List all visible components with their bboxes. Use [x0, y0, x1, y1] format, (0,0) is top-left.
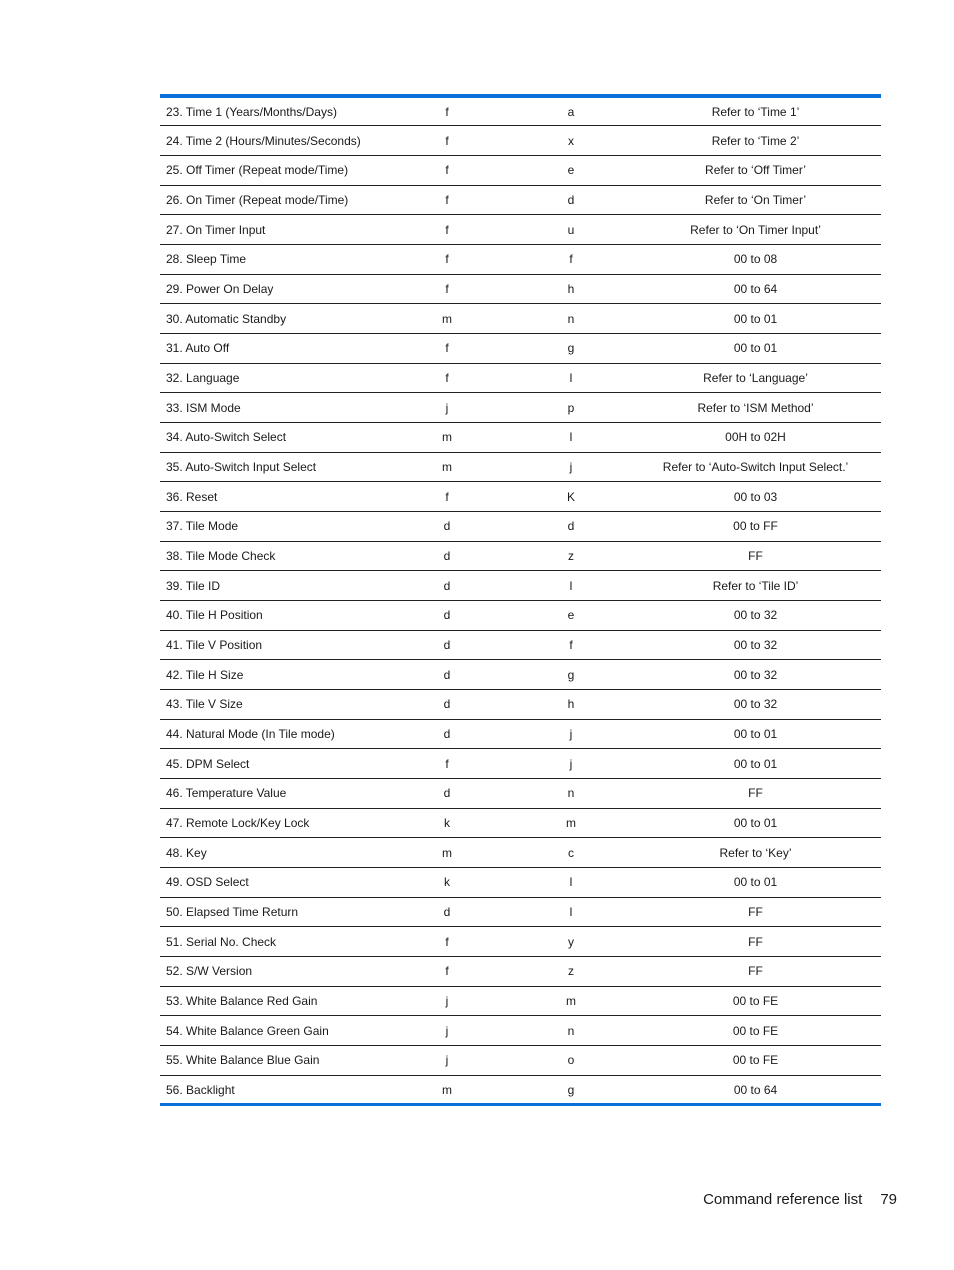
- row-command-1: m: [382, 304, 512, 334]
- row-command-2: f: [512, 244, 630, 274]
- row-item-label: 53. White Balance Red Gain: [160, 986, 382, 1016]
- table-row: [160, 541, 881, 571]
- row-value-range: 00 to FF: [630, 511, 881, 541]
- table-row: [160, 838, 881, 868]
- row-value-range: FF: [630, 778, 881, 808]
- row-value-range: 00H to 02H: [630, 422, 881, 452]
- row-value-range: 00 to 01: [630, 304, 881, 334]
- row-item-label: 31. Auto Off: [160, 333, 382, 363]
- row-command-2: j: [512, 749, 630, 779]
- table-row: [160, 719, 881, 749]
- table-row: [160, 482, 881, 512]
- row-item-label: 28. Sleep Time: [160, 244, 382, 274]
- table-row: [160, 600, 881, 630]
- row-command-1: d: [382, 511, 512, 541]
- row-command-2: n: [512, 1016, 630, 1046]
- table-row: [160, 452, 881, 482]
- row-command-1: j: [382, 1046, 512, 1076]
- row-item-label: 42. Tile H Size: [160, 660, 382, 690]
- table-row: [160, 749, 881, 779]
- row-command-2: h: [512, 689, 630, 719]
- row-command-2: o: [512, 1046, 630, 1076]
- footer-section-title: Command reference list: [703, 1191, 863, 1208]
- table-row: [160, 126, 881, 156]
- row-value-range: 00 to FE: [630, 1046, 881, 1076]
- row-command-2: l: [512, 422, 630, 452]
- row-item-label: 40. Tile H Position: [160, 600, 382, 630]
- table-row: [160, 571, 881, 601]
- row-command-2: h: [512, 274, 630, 304]
- page-footer: [703, 1191, 897, 1208]
- row-value-range: 00 to FE: [630, 986, 881, 1016]
- row-command-2: j: [512, 452, 630, 482]
- row-command-2: d: [512, 185, 630, 215]
- row-item-label: 46. Temperature Value: [160, 778, 382, 808]
- row-item-label: 47. Remote Lock/Key Lock: [160, 808, 382, 838]
- row-item-label: 30. Automatic Standby: [160, 304, 382, 334]
- row-value-range: Refer to ‘Key’: [630, 838, 881, 868]
- row-command-1: f: [382, 482, 512, 512]
- row-command-1: f: [382, 185, 512, 215]
- row-item-label: 25. Off Timer (Repeat mode/Time): [160, 155, 382, 185]
- table-row: [160, 867, 881, 897]
- table-row: [160, 986, 881, 1016]
- row-item-label: 51. Serial No. Check: [160, 927, 382, 957]
- row-item-label: 34. Auto-Switch Select: [160, 422, 382, 452]
- row-item-label: 39. Tile ID: [160, 571, 382, 601]
- table-row: [160, 1046, 881, 1076]
- row-item-label: 24. Time 2 (Hours/Minutes/Seconds): [160, 126, 382, 156]
- row-command-2: p: [512, 393, 630, 423]
- table-row: [160, 304, 881, 334]
- row-command-1: j: [382, 986, 512, 1016]
- row-item-label: 32. Language: [160, 363, 382, 393]
- row-command-1: f: [382, 363, 512, 393]
- row-command-1: d: [382, 719, 512, 749]
- row-value-range: 00 to 64: [630, 274, 881, 304]
- row-value-range: Refer to ‘Tile ID’: [630, 571, 881, 601]
- row-command-1: f: [382, 333, 512, 363]
- row-command-1: f: [382, 155, 512, 185]
- row-item-label: 26. On Timer (Repeat mode/Time): [160, 185, 382, 215]
- row-command-1: d: [382, 600, 512, 630]
- page-number: 79: [880, 1191, 897, 1208]
- row-value-range: 00 to 32: [630, 630, 881, 660]
- row-value-range: 00 to 32: [630, 689, 881, 719]
- row-command-2: m: [512, 808, 630, 838]
- row-item-label: 52. S/W Version: [160, 956, 382, 986]
- row-command-1: d: [382, 630, 512, 660]
- table-row: [160, 96, 881, 126]
- row-item-label: 27. On Timer Input: [160, 215, 382, 245]
- row-command-2: c: [512, 838, 630, 868]
- row-value-range: Refer to ‘On Timer Input’: [630, 215, 881, 245]
- table-row: [160, 630, 881, 660]
- table-row: [160, 1075, 881, 1105]
- row-item-label: 33. ISM Mode: [160, 393, 382, 423]
- table-row: [160, 897, 881, 927]
- row-command-1: j: [382, 393, 512, 423]
- row-command-1: d: [382, 571, 512, 601]
- table-row: [160, 215, 881, 245]
- table-row: [160, 808, 881, 838]
- row-command-1: f: [382, 215, 512, 245]
- row-command-1: f: [382, 126, 512, 156]
- row-command-1: f: [382, 749, 512, 779]
- table-row: [160, 155, 881, 185]
- row-command-1: m: [382, 452, 512, 482]
- row-value-range: 00 to 08: [630, 244, 881, 274]
- row-command-2: a: [567, 104, 575, 119]
- row-command-2: j: [512, 719, 630, 749]
- row-command-2: z: [512, 541, 630, 571]
- row-command-1: k: [382, 808, 512, 838]
- table-row: [160, 511, 881, 541]
- row-value-range: 00 to 01: [630, 749, 881, 779]
- row-command-1: f: [382, 927, 512, 957]
- row-value-range: Refer to ‘On Timer’: [630, 185, 881, 215]
- row-item-label: 54. White Balance Green Gain: [160, 1016, 382, 1046]
- command-table: [160, 94, 881, 1106]
- row-value-range: Refer to ‘Off Timer’: [630, 155, 881, 185]
- row-command-2: n: [512, 778, 630, 808]
- row-value-range: FF: [630, 956, 881, 986]
- row-item-label: 48. Key: [160, 838, 382, 868]
- table-row: [160, 274, 881, 304]
- table-row: [160, 1016, 881, 1046]
- row-value-range: Refer to ‘Time 1’: [711, 104, 800, 119]
- table-row: [160, 333, 881, 363]
- row-item-label: 49. OSD Select: [160, 867, 382, 897]
- row-value-range: Refer to ‘Language’: [630, 363, 881, 393]
- row-item-label: 44. Natural Mode (In Tile mode): [160, 719, 382, 749]
- row-value-range: 00 to 01: [630, 719, 881, 749]
- row-item-label: 37. Tile Mode: [160, 511, 382, 541]
- row-command-2: g: [512, 1075, 630, 1105]
- row-value-range: 00 to FE: [630, 1016, 881, 1046]
- row-item-label: 43. Tile V Size: [160, 689, 382, 719]
- row-command-1: f: [382, 274, 512, 304]
- row-command-2: K: [512, 482, 630, 512]
- row-item-label: 50. Elapsed Time Return: [160, 897, 382, 927]
- table-row: [160, 778, 881, 808]
- row-command-2: l: [512, 571, 630, 601]
- row-value-range: 00 to 32: [630, 660, 881, 690]
- row-command-1: d: [382, 541, 512, 571]
- row-command-1: f: [445, 104, 449, 119]
- row-item-label: 36. Reset: [160, 482, 382, 512]
- table-row: [160, 363, 881, 393]
- row-value-range: 00 to 32: [630, 600, 881, 630]
- row-value-range: Refer to ‘Time 2’: [630, 126, 881, 156]
- row-command-1: j: [382, 1016, 512, 1046]
- row-value-range: 00 to 01: [630, 808, 881, 838]
- row-value-range: 00 to 64: [630, 1075, 881, 1105]
- row-command-1: f: [382, 956, 512, 986]
- row-item-label: 55. White Balance Blue Gain: [160, 1046, 382, 1076]
- row-command-1: d: [382, 778, 512, 808]
- row-command-2: l: [512, 363, 630, 393]
- table-row: [160, 422, 881, 452]
- row-item-label: 23. Time 1 (Years/Months/Days): [166, 104, 337, 119]
- row-value-range: FF: [630, 897, 881, 927]
- row-item-label: 35. Auto-Switch Input Select: [160, 452, 382, 482]
- row-command-2: f: [512, 630, 630, 660]
- row-command-1: m: [382, 1075, 512, 1105]
- table-row: [160, 956, 881, 986]
- row-command-1: d: [382, 660, 512, 690]
- row-value-range: FF: [630, 541, 881, 571]
- row-command-2: d: [512, 511, 630, 541]
- row-command-2: l: [512, 897, 630, 927]
- row-item-label: 38. Tile Mode Check: [160, 541, 382, 571]
- command-table-body: [160, 96, 881, 1105]
- row-value-range: 00 to 03: [630, 482, 881, 512]
- row-command-2: g: [512, 333, 630, 363]
- row-command-2: n: [512, 304, 630, 334]
- row-command-2: e: [512, 600, 630, 630]
- row-command-1: m: [382, 838, 512, 868]
- row-item-label: 45. DPM Select: [160, 749, 382, 779]
- table-row: [160, 393, 881, 423]
- row-command-2: x: [512, 126, 630, 156]
- row-value-range: Refer to ‘ISM Method’: [630, 393, 881, 423]
- row-command-2: z: [512, 956, 630, 986]
- row-command-2: m: [512, 986, 630, 1016]
- row-value-range: 00 to 01: [630, 867, 881, 897]
- row-command-1: m: [382, 422, 512, 452]
- table-row: [160, 244, 881, 274]
- row-value-range: Refer to ‘Auto-Switch Input Select.’: [630, 452, 881, 482]
- row-item-label: 29. Power On Delay: [160, 274, 382, 304]
- row-command-2: u: [512, 215, 630, 245]
- row-item-label: 41. Tile V Position: [160, 630, 382, 660]
- table-row: [160, 689, 881, 719]
- table-row: [160, 927, 881, 957]
- row-command-1: d: [382, 689, 512, 719]
- row-value-range: FF: [630, 927, 881, 957]
- row-command-2: g: [512, 660, 630, 690]
- row-command-1: d: [382, 897, 512, 927]
- table-row: [160, 185, 881, 215]
- table-row: [160, 660, 881, 690]
- row-command-2: y: [512, 927, 630, 957]
- row-command-1: k: [382, 867, 512, 897]
- row-command-1: f: [382, 244, 512, 274]
- row-command-2: l: [512, 867, 630, 897]
- row-value-range: 00 to 01: [630, 333, 881, 363]
- row-command-2: e: [512, 155, 630, 185]
- row-item-label: 56. Backlight: [160, 1075, 382, 1105]
